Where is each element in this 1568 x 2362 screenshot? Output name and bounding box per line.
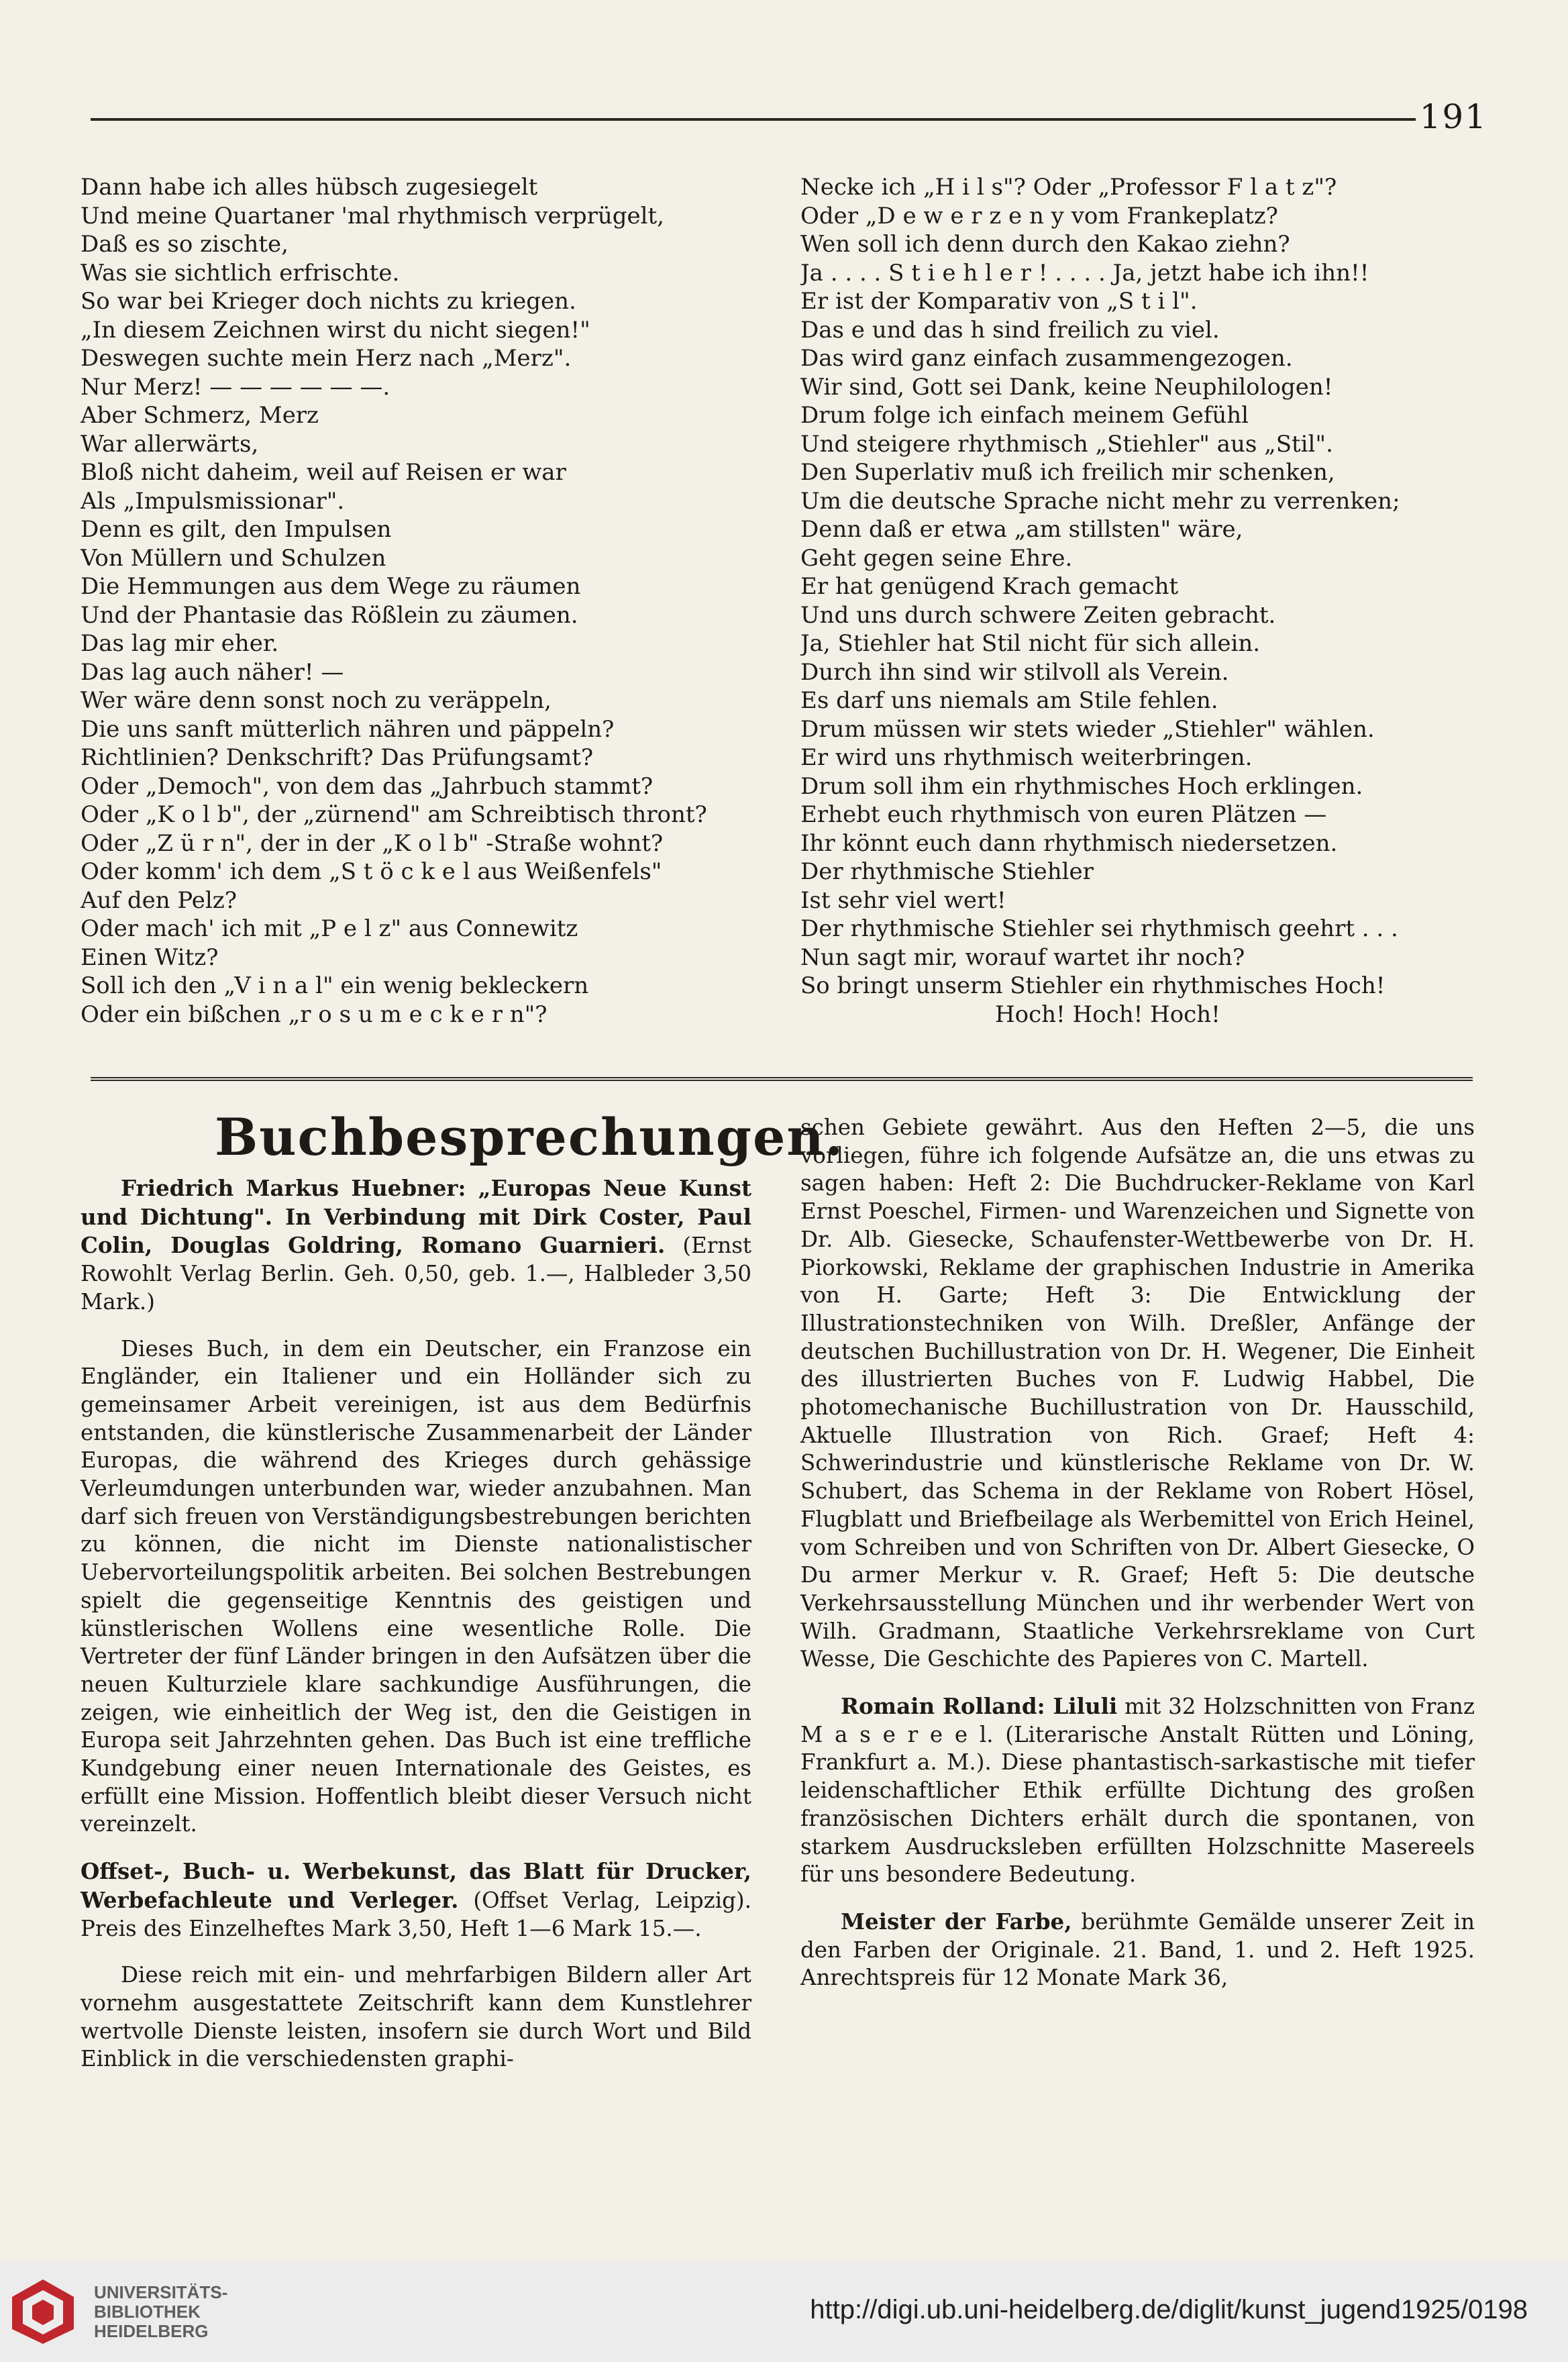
review-3-body: mit 32 Holzschnitten von Franz M a s e r e e l. (Literarische Anstalt Rütten und Löning, Frankfurt a. M.). Diese phantastisch-sarkastische mit tiefer leidenschaftlicher Ethik erfüllte Dichtung des großen französischen Dichters erhält durch die spontanen, von starkem Ausdrucksleben erfüllten Holzschnitte Masereels für uns besondere Bedeutung. bbox=[800, 1694, 1475, 1888]
poem-line: Oder „K o l b", der „zürnend" am Schreibtisch thront? bbox=[81, 801, 707, 828]
logo-line-3: HEIDELBERG bbox=[94, 2321, 209, 2341]
poem-line: Dann habe ich alles hübsch zugesiegelt bbox=[81, 174, 538, 201]
university-logo-icon bbox=[9, 2277, 76, 2347]
poem-line: So bringt unserm Stiehler ein rhythmisches Hoch! bbox=[800, 972, 1386, 999]
review-2 bbox=[81, 1857, 751, 1943]
poem-left-column bbox=[81, 173, 772, 1029]
poem-line: So war bei Krieger doch nichts zu kriegen. bbox=[81, 288, 576, 315]
review-3-heading: Romain Rolland: Liluli bbox=[841, 1693, 1118, 1720]
review-right-column bbox=[800, 1114, 1475, 1992]
poem-line: Was sie sichtlich erfrischte. bbox=[81, 259, 400, 287]
poem-line: Das e und das h sind freilich zu viel. bbox=[800, 316, 1220, 344]
poem-line: Ja, Stiehler hat Stil nicht für sich allein. bbox=[800, 630, 1261, 657]
poem-line: Das wird ganz einfach zusammengezogen. bbox=[800, 345, 1293, 372]
poem-line: Oder „Democh", von dem das „Jahrbuch stammt? bbox=[81, 772, 654, 800]
poem-line: Als „Impulsmissionar". bbox=[81, 487, 345, 515]
poem-line: Bloß nicht daheim, weil auf Reisen er war bbox=[81, 459, 566, 486]
poem-line: Einen Witz? bbox=[81, 943, 219, 971]
poem-line: Nun sagt mir, worauf wartet ihr noch? bbox=[800, 943, 1245, 971]
poem-line: Necke ich „H i l s"? Oder „Professor F l a t z"? bbox=[800, 174, 1337, 201]
poem-line: Soll ich den „V i n a l" ein wenig bekleckern bbox=[81, 972, 589, 999]
poem-line: Deswegen suchte mein Herz nach „Merz". bbox=[81, 345, 572, 372]
poem-line: Oder mach' ich mit „P e l z" aus Connewitz bbox=[81, 915, 578, 942]
poem-line: Der rhythmische Stiehler bbox=[800, 858, 1094, 885]
poem-closing-line: Hoch! Hoch! Hoch! bbox=[995, 1000, 1220, 1028]
poem-line: Geht gegen seine Ehre. bbox=[800, 544, 1073, 572]
poem-line: Wir sind, Gott sei Dank, keine Neuphilologen! bbox=[800, 373, 1333, 401]
logo-line-2: BIBLIOTHEK bbox=[94, 2302, 201, 2322]
poem-line: Die Hemmungen aus dem Wege zu räumen bbox=[81, 573, 581, 600]
poem-line: Aber Schmerz, Merz bbox=[81, 402, 319, 429]
review-2-publisher: (Offset Verlag, Leipzig). Preis des Einzelheftes Mark 3,50, Heft 1—6 Mark 15.—. bbox=[81, 1887, 751, 1941]
source-url-link[interactable]: http://digi.ub.uni-heidelberg.de/diglit/kunst_jugend1925/0198 bbox=[810, 2295, 1528, 2324]
poem-line: Nur Merz! — — — — — —. bbox=[81, 373, 390, 401]
poem-line: Und steigere rhythmisch „Stiehler" aus „Stil". bbox=[800, 430, 1333, 458]
poem-line: Es darf uns niemals am Stile fehlen. bbox=[800, 687, 1218, 714]
poem-line: Und uns durch schwere Zeiten gebracht. bbox=[800, 601, 1276, 629]
review-4-body: berühmte Gemälde unserer Zeit in den Farben der Originale. 21. Band, 1. und 2. Heft 1925. Anrechtspreis für 12 Monate Mark 36, bbox=[800, 1908, 1475, 1991]
university-logo-text bbox=[94, 2283, 227, 2341]
poem-line: Ihr könnt euch dann rhythmisch niedersetzen. bbox=[800, 829, 1338, 857]
poem-line: Ja . . . . S t i e h l e r ! . . . . Ja, jetzt habe ich ihn!! bbox=[800, 259, 1369, 287]
poem-line: Oder komm' ich dem „S t ö c k e l aus Weißenfels" bbox=[81, 858, 662, 885]
poem-line: Er wird uns rhythmisch weiterbringen. bbox=[800, 744, 1253, 771]
poem-line: „In diesem Zeichnen wirst du nicht siegen!" bbox=[81, 316, 590, 344]
poem-line: Drum folge ich einfach meinem Gefühl bbox=[800, 402, 1249, 429]
poem-line: Der rhythmische Stiehler sei rhythmisch geehrt . . . bbox=[800, 915, 1398, 942]
poem-line: Die uns sanft mütterlich nähren und päppeln? bbox=[81, 715, 615, 743]
poem-line: Den Superlativ muß ich freilich mir schenken, bbox=[800, 459, 1335, 486]
poem-line: Von Müllern und Schulzen bbox=[81, 544, 386, 572]
poem-line: Durch ihn sind wir stilvoll als Verein. bbox=[800, 658, 1229, 686]
review-3 bbox=[800, 1692, 1475, 1889]
poem-line: War allerwärts, bbox=[81, 430, 259, 458]
page-number: 191 bbox=[1419, 97, 1487, 136]
review-1-heading: Friedrich Markus Huebner: „Europas Neue Kunst und Dichtung". In Verbindung mit Dirk Coster, Paul Colin, Douglas Goldring, Romano Guarnieri. bbox=[81, 1175, 751, 1259]
poem-line: Er ist der Komparativ von „S t i l". bbox=[800, 288, 1198, 315]
review-1-body: Dieses Buch, in dem ein Deutscher, ein Franzose ein Engländer, ein Italiener und ein Holländer sich zu gemeinsamer Arbeit vereinigen, ist aus dem Bedürfnis entstanden, die künstlerische Zusammenarbeit der Länder Europas, die während des Krieges durch gehässige Verleumdungen unterbunden war, wieder anzubahnen. Man darf sich freuen von Verständigungsbestrebungen berichten zu können, die nicht im Dienste nationalistischer Uebervorteilungspolitik arbeiten. Bei solchen Bestrebungen spielt die gegenseitige Kenntnis des geistigen und künstlerischen Wollens eine wesentliche Rolle. Die Vertreter der fünf Länder bringen in den Aufsätzen über die neuen Kulturziele klare sachkundige Ausführungen, die zeigen, wie einheitlich der Weg ist, den die Geistigen in Europa seit Jahrzehnten gehen. Das Buch ist eine treffliche Kundgebung einer neuen Internationale des Geistes, es erfüllt eine Mission. Hoffentlich bleibt dieser Versuch nicht vereinzelt. bbox=[81, 1335, 751, 1837]
review-4-heading: Meister der Farbe, bbox=[841, 1908, 1072, 1935]
footer-bar bbox=[0, 2261, 1568, 2362]
poem-line: Wen soll ich denn durch den Kakao ziehn? bbox=[800, 231, 1290, 258]
review-2-body: Diese reich mit ein- und mehrfarbigen Bildern aller Art vornehm ausgestattete Zeitschrift kann dem Kunstlehrer wertvolle Dienste leisten, insofern sie durch Wort und Bild Einblick in die verschiedensten graphi- bbox=[81, 1962, 751, 2072]
header-rule bbox=[91, 118, 1416, 121]
poem-line: Das lag mir eher. bbox=[81, 630, 279, 657]
review-2-body-continued: schen Gebiete gewährt. Aus den Heften 2—5, die uns vorliegen, führe ich folgende Aufsätze an, die uns etwas zu sagen haben: Heft 2: Die Buchdrucker-Reklame von Karl Ernst Poeschel, Firmen- und Warenzeichen und Signette von Dr. Alb. Giesecke, Schaufenster-Wettbewerbe von Dr. H. Piorkowski, Reklame der graphischen Industrie in Amerika von H. Garte; Heft 3: Die Entwicklung der Illustrationstechniken von Wilh. Dreßler, Anfänge der deutschen Buchillustration von Dr. H. Wegener, Die Einheit des illustrierten Buches von F. Ludwig Habbel, Die photomechanische Buchillustration von Dr. Hausschild, Aktuelle Illustration von Rich. Graef; Heft 4: Schwerindustrie und künstlerische Reklame von Dr. W. Schubert, das Schema in der Reklame von Robert Hösel, Flugblatt und Briefbeilage als Werbemittel von Erich Heinel, vom Schreiben und von Schriften von Dr. Albert Giesecke, O Du armer Merkur v. R. Graef; Heft 5: Die deutsche Verkehrsausstellung München und ihr werbender Wert von Wilh. Gradmann, Staatliche Verkehrsreklame von Curt Wesse, Die Geschichte des Papieres von C. Martell. bbox=[800, 1115, 1475, 1672]
poem-line: Das lag auch näher! — bbox=[81, 658, 344, 686]
poem-line: Drum müssen wir stets wieder „Stiehler" wählen. bbox=[800, 715, 1375, 743]
review-2-heading: Offset-, Buch- u. Werbekunst, das Blatt für Drucker, Werbefachleute und Verleger. bbox=[81, 1858, 751, 1913]
poem-line: Auf den Pelz? bbox=[81, 886, 237, 914]
poem-line: Denn es gilt, den Impulsen bbox=[81, 516, 392, 543]
section-title: Buchbesprechungen. bbox=[215, 1107, 845, 1167]
review-1 bbox=[81, 1174, 751, 1317]
poem-line: Oder ein bißchen „r o s u m e c k e r n"? bbox=[81, 1000, 547, 1028]
poem-line: Ist sehr viel wert! bbox=[800, 886, 1006, 914]
poem-line: Und der Phantasie das Rößlein zu zäumen. bbox=[81, 601, 578, 629]
poem-line: Um die deutsche Sprache nicht mehr zu verrenken; bbox=[800, 487, 1400, 515]
poem-line: Richtlinien? Denkschrift? Das Prüfungsamt? bbox=[81, 744, 594, 771]
poem-line: Oder „Z ü r n", der in der „K o l b" -Straße wohnt? bbox=[81, 829, 664, 857]
logo-line-1: UNIVERSITÄTS- bbox=[94, 2282, 228, 2302]
poem-line: Er hat genügend Krach gemacht bbox=[800, 573, 1179, 600]
poem-line: Und meine Quartaner 'mal rhythmisch verprügelt, bbox=[81, 202, 664, 229]
poem-line: Oder „D e w e r z e n y vom Frankeplatz? bbox=[800, 202, 1278, 229]
poem-line: Daß es so zischte, bbox=[81, 231, 289, 258]
poem-right-column bbox=[800, 173, 1492, 1029]
poem-line: Drum soll ihm ein rhythmisches Hoch erklingen. bbox=[800, 772, 1363, 800]
poem-line: Denn daß er etwa „am stillsten" wäre, bbox=[800, 516, 1243, 543]
section-rule bbox=[91, 1077, 1473, 1081]
poem-line: Erhebt euch rhythmisch von euren Plätzen — bbox=[800, 801, 1327, 828]
poem-line: Wer wäre denn sonst noch zu veräppeln, bbox=[81, 687, 552, 714]
review-1-publisher: (Ernst Rowohlt Verlag Berlin. Geh. 0,50, geb. 1.—, Halbleder 3,50 Mark.) bbox=[81, 1233, 751, 1315]
review-4 bbox=[800, 1908, 1475, 1992]
review-left-column bbox=[81, 1174, 751, 2073]
